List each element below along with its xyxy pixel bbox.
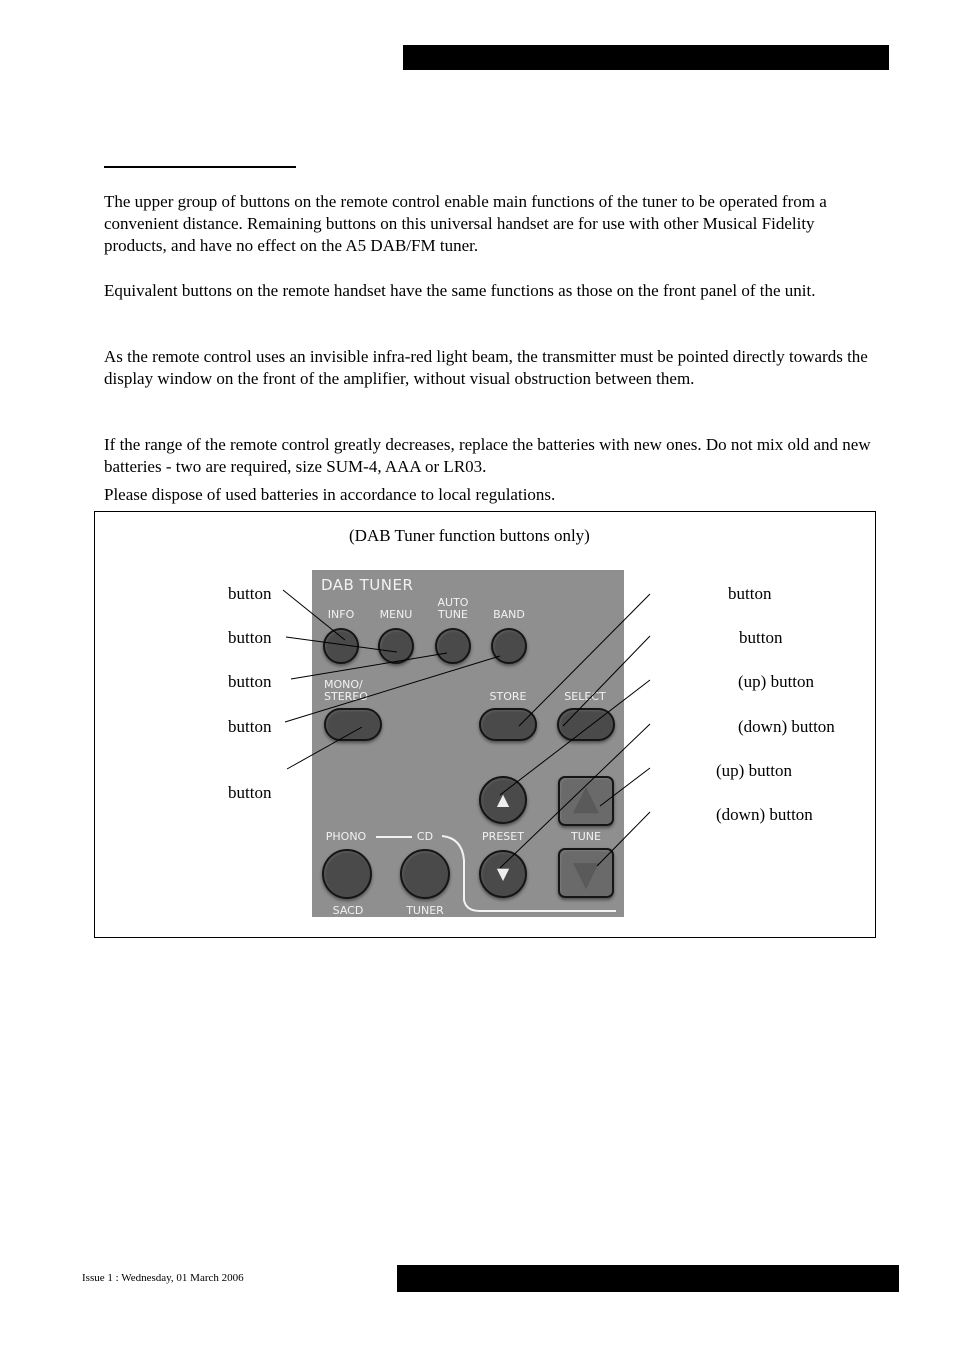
menu-label: MENU: [379, 608, 413, 621]
label-left-4: button: [228, 717, 272, 736]
tune-label: TUNE: [571, 830, 601, 843]
label-right-5: (up) button: [716, 761, 793, 780]
info-label: INFO: [327, 608, 355, 621]
tune-up-arrow-icon: ▲: [572, 778, 600, 818]
remote-control-image: [312, 570, 624, 917]
label-right-4: (down) button: [738, 717, 835, 736]
mono-label: MONO/: [324, 678, 363, 691]
label-left-1: button: [228, 584, 272, 603]
section-rule: [104, 166, 296, 168]
footer-bar: [397, 1265, 899, 1292]
up-arrow-icon: ▲: [496, 790, 510, 809]
sacd-label: SACD: [332, 904, 364, 917]
paragraph-intro: The upper group of buttons on the remote control enable main functions of the tuner to be operated from a convenient distance. Remaining buttons on this universal handset are for use with other Musical Fidelity products, and have no effect on the A5 DAB/FM tuner.: [104, 192, 827, 255]
paragraph-disposal: Please dispose of used batteries in accordance to local regulations.: [104, 485, 556, 504]
paragraph-equivalent: Equivalent buttons on the remote handset have the same functions as those on the front panel of the unit.: [104, 281, 816, 300]
preset-label: PRESET: [482, 830, 524, 843]
footer-issue-date: Issue 1 : Wednesday, 01 March 2006: [82, 1272, 244, 1284]
figure-caption: (DAB Tuner function buttons only): [349, 526, 590, 545]
tuner-label: TUNER: [406, 904, 444, 917]
label-left-5: button: [228, 783, 272, 802]
tune-top-label: TUNE: [438, 608, 468, 621]
label-right-1: button: [728, 584, 772, 603]
label-right-3: (up) button: [738, 672, 815, 691]
auto-label: AUTO: [437, 596, 469, 609]
remote-title: DAB TUNER: [321, 576, 414, 594]
paragraph-infrared: As the remote control uses an invisible infra-red light beam, the transmitter must be pointed directly towards the display window on the front of the amplifier, without visual obstruction between them.: [104, 347, 868, 388]
label-right-6: (down) button: [716, 805, 813, 824]
stereo-label: STEREO: [324, 690, 368, 703]
tune-down-arrow-icon: ▼: [572, 854, 600, 894]
paragraph-batteries: If the range of the remote control greatly decreases, replace the batteries with new ones. Do not mix old and new batteries - two are required, size SUM-4, AAA or LR03.: [104, 435, 871, 476]
tuner-group-outline: [312, 570, 624, 917]
header-bar: [403, 45, 889, 70]
label-left-3: button: [228, 672, 272, 691]
select-label: SELECT: [564, 690, 606, 703]
store-label: STORE: [489, 690, 527, 703]
label-right-2: button: [739, 628, 783, 647]
label-left-2: button: [228, 628, 272, 647]
phono-label: PHONO: [325, 830, 367, 843]
down-arrow-icon: ▼: [496, 864, 510, 883]
cd-label: CD: [416, 830, 434, 843]
band-label: BAND: [493, 608, 525, 621]
